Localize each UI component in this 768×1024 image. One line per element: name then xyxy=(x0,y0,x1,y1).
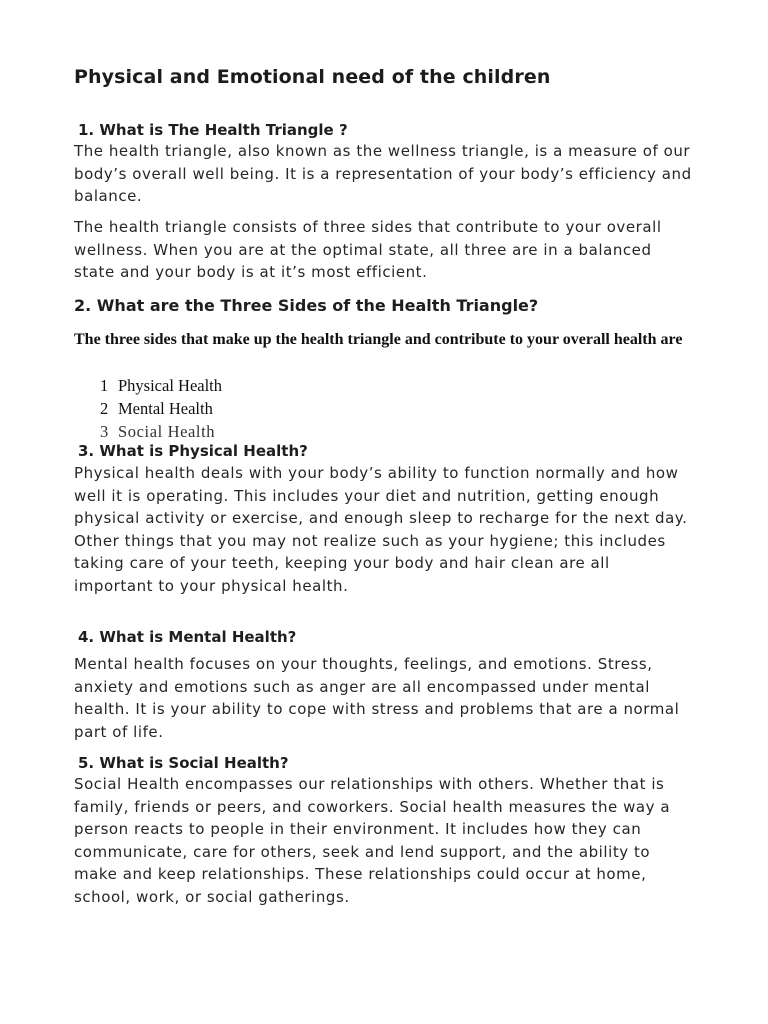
list-item-number: 1 xyxy=(100,376,109,395)
section-1-paragraph-1: The health triangle, also known as the wellness triangle, is a measure of our body’s overall well being. It is a representation of your body’s efficiency and balance. xyxy=(74,142,692,205)
list-item-text: Mental Health xyxy=(118,399,213,418)
document-title: Physical and Emotional need of the children xyxy=(74,66,551,88)
list-item xyxy=(100,420,222,443)
section-2-heading: 2. What are the Three Sides of the Health Triangle? xyxy=(74,296,539,315)
section-5-heading: 5. What is Social Health? xyxy=(78,754,289,772)
section-4-paragraph: Mental health focuses on your thoughts, feelings, and emotions. Stress, anxiety and emotions such as anger are all encompassed under mental health. It is your ability to cope with stress and problems that are a normal part of life. xyxy=(74,655,680,741)
section-4-heading: 4. What is Mental Health? xyxy=(78,628,297,646)
list-item-text: Social Health xyxy=(118,422,216,441)
list-item xyxy=(100,374,222,397)
list-item xyxy=(100,397,222,420)
list-item-number: 2 xyxy=(100,399,109,418)
section-2-intro: The three sides that make up the health triangle and contribute to your overall health are xyxy=(74,331,683,348)
section-3-paragraph: Physical health deals with your body’s ability to function normally and how well it is operating. This includes your diet and nutrition, getting enough physical activity or exercise, and enough sleep to recharge for the next day. Other things that you may not realize such as your hygiene; this includes taking care of your teeth, keeping your body and hair clean are all important to your physical health. xyxy=(74,464,688,595)
section-3-heading: 3. What is Physical Health? xyxy=(78,442,308,460)
list-item-text: Physical Health xyxy=(118,376,223,395)
section-1-paragraph-2: The health triangle consists of three sides that contribute to your overall wellness. When you are at the optimal state, all three are in a balanced state and your body is at it’s most efficient. xyxy=(74,218,662,281)
health-sides-list xyxy=(100,374,222,443)
section-1-heading: 1. What is The Health Triangle ? xyxy=(78,121,348,139)
list-item-number: 3 xyxy=(100,422,109,441)
section-5-paragraph: Social Health encompasses our relationships with others. Whether that is family, friends or peers, and coworkers. Social health measures the way a person reacts to people in their environment. It includes how they can communicate, care for others, seek and lend support, and the ability to make and keep relationships. These relationships could occur at home, school, work, or social gatherings. xyxy=(74,775,671,906)
